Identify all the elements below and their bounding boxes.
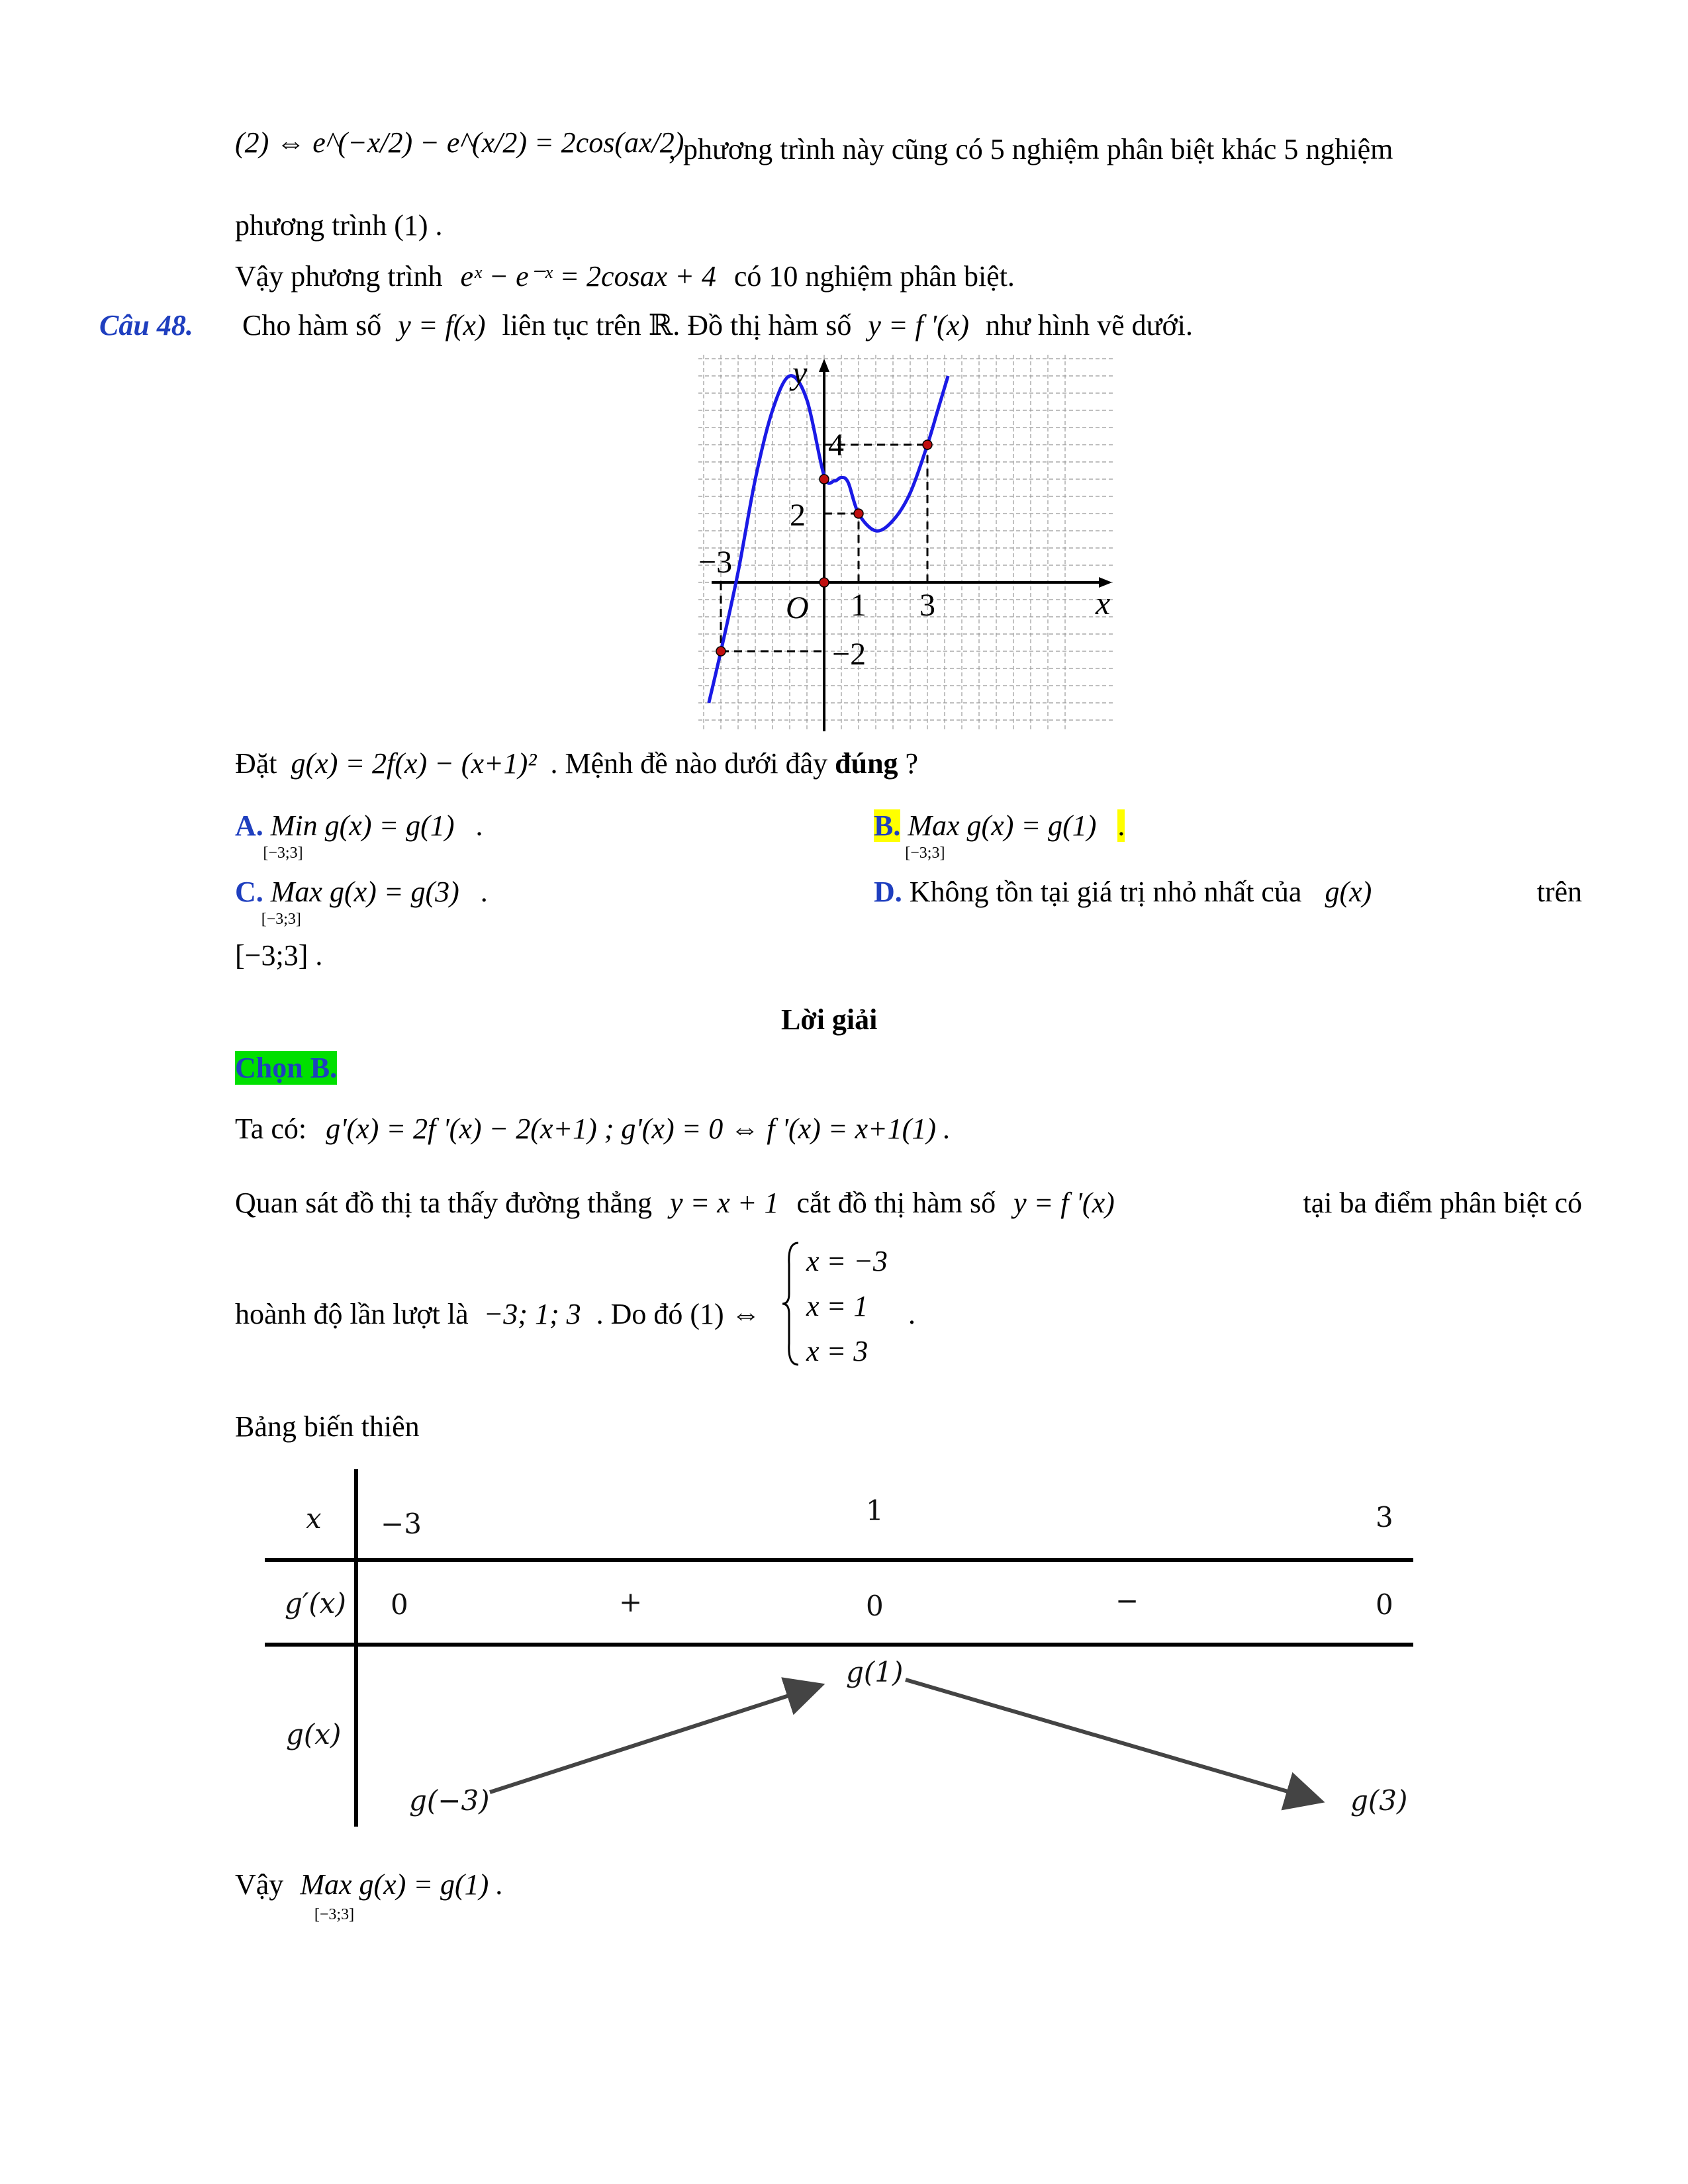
graph-point: [854, 509, 863, 518]
option-b[interactable]: B. Max g(x) = g(1) [−3;3] .: [874, 809, 1125, 862]
tick-label-y-4: 4: [828, 428, 844, 463]
option-a-text: Min g(x) = g(1): [270, 809, 455, 842]
question-label: Câu 48.: [99, 309, 193, 341]
intro-line-3: [235, 259, 1015, 293]
solution-title: Lời giải: [781, 1003, 878, 1036]
intro-line-3-b: có 10 nghiệm phân biệt.: [733, 260, 1015, 293]
derivative-graph: [695, 351, 1119, 735]
conclusion-eq: Max g(x) = g(1) .: [300, 1868, 504, 1901]
graph-point: [820, 475, 829, 484]
tick-label-x-3: 3: [919, 588, 935, 623]
define-eq: g(x) = 2f(x) − (x+1)²: [291, 747, 537, 780]
variation-arrows: [265, 1469, 1417, 1827]
solution-line-2-b: cắt đồ thị hàm số: [796, 1187, 996, 1219]
gprime-zero-1: 0: [391, 1588, 408, 1621]
solution-line-2-eq1: y = x + 1: [670, 1187, 779, 1219]
define-line: [235, 747, 918, 780]
solution-line-3-a: hoành độ lần lượt là: [235, 1298, 469, 1330]
y-axis-arrow: [819, 359, 829, 372]
g-value-3: g(3): [1350, 1784, 1408, 1817]
x-value-1: 1: [866, 1494, 884, 1527]
intro-line-2: phương trình (1) .: [235, 209, 443, 242]
question-text-a: Cho hàm số: [242, 309, 382, 341]
row-label-x: x: [306, 1502, 322, 1535]
solution-line-1-a: Ta có:: [235, 1113, 307, 1145]
graph-point: [820, 578, 829, 587]
arrow-increase: [490, 1686, 818, 1792]
solution-line-3-b: . Do đó (1) ⇔: [596, 1298, 761, 1330]
solution-line-3: [235, 1297, 761, 1331]
option-d-end: trên: [1536, 876, 1582, 908]
x-value-3: 3: [1376, 1501, 1393, 1533]
case-3: x = 3: [806, 1335, 868, 1367]
solution-line-1: [235, 1112, 951, 1146]
x-axis-label: x: [1096, 584, 1111, 621]
tick-label-x-minus-3: −3: [698, 545, 733, 580]
define-c: ?: [905, 747, 919, 780]
option-a-sub: [−3;3]: [263, 844, 303, 862]
question-eq-2: y = f '(x): [868, 309, 970, 341]
x-value-minus-3: −3: [381, 1508, 422, 1540]
option-c[interactable]: C. Max g(x) = g(3) [−3;3] .: [235, 876, 488, 928]
cases-end-dot: .: [908, 1298, 915, 1330]
gprime-zero-2: 0: [866, 1590, 884, 1622]
define-a: Đặt: [235, 747, 277, 780]
option-d[interactable]: [874, 875, 1582, 909]
tick-label-y-2: 2: [790, 498, 806, 533]
gprime-plus: +: [619, 1586, 643, 1618]
question-text-b: liên tục trên ℝ. Đồ thị hàm số: [502, 309, 852, 341]
option-d-text: Không tồn tại giá trị nhỏ nhất của: [909, 876, 1302, 908]
intro-line-1: [235, 126, 684, 159]
option-b-text: Max g(x) = g(1): [908, 809, 1097, 842]
cases-bracket: [781, 1238, 801, 1370]
conclusion-a: Vậy: [235, 1868, 284, 1901]
solution-line-3-vals: −3; 1; 3: [483, 1298, 581, 1330]
y-axis-label: y: [792, 354, 808, 391]
intro-line-1-text-span: , phương trình này cũng có 5 nghiệm phân biệt khác 5 nghiệm: [669, 133, 1393, 165]
tick-label-x-1: 1: [851, 588, 867, 623]
define-b: . Mệnh đề nào dưới đây: [550, 747, 828, 780]
intro-equation-2: (2) ⇔ e^(−x/2) − e^(x/2) = 2cos(ax/2): [235, 126, 684, 159]
intro-line-1-text: [669, 132, 1582, 166]
graph-point: [716, 647, 726, 656]
case-2: x = 1: [806, 1290, 868, 1322]
case-1: x = −3: [806, 1245, 888, 1277]
row-label-gprime: g′(x): [285, 1587, 346, 1619]
option-a-label: A.: [235, 809, 263, 842]
arrow-decrease: [906, 1680, 1317, 1800]
solution-line-2-a: Quan sát đồ thị ta thấy đường thẳng: [235, 1187, 653, 1219]
option-c-text: Max g(x) = g(3): [270, 876, 459, 908]
option-a[interactable]: A. Min g(x) = g(1) [−3;3] .: [235, 809, 483, 862]
option-c-sub: [−3;3]: [261, 911, 301, 928]
define-bold: đúng: [835, 747, 898, 780]
question-line: [99, 308, 1193, 342]
solution-line-1-eq: g'(x) = 2f '(x) − 2(x+1) ; g'(x) = 0 ⇔ f '(x) = x+1(1) .: [326, 1113, 951, 1145]
option-b-sub: [−3;3]: [905, 844, 945, 862]
graph-grid: [698, 351, 1115, 735]
solution-line-2: [235, 1186, 1582, 1220]
intro-line-3-eq: eˣ − e⁻ˣ = 2cosax + 4: [460, 260, 716, 293]
variation-table: [265, 1469, 1417, 1827]
g-value-1: g(1): [846, 1656, 904, 1688]
question-eq-1: y = f(x): [398, 309, 486, 341]
question-text-c: như hình vẽ dưới.: [986, 309, 1193, 341]
gprime-minus: −: [1115, 1584, 1139, 1617]
g-value-minus-3: g(−3): [409, 1784, 490, 1817]
origin-label: O: [786, 590, 809, 625]
gprime-zero-3: 0: [1376, 1588, 1393, 1621]
option-d-eq: g(x): [1325, 876, 1372, 908]
graph-point: [923, 440, 932, 449]
f-prime-curve: [709, 376, 948, 703]
conclusion-sub: [−3;3]: [314, 1906, 355, 1923]
solution-choice: Chọn B.: [235, 1052, 338, 1084]
solution-line-2-c: tại ba điểm phân biệt có: [1303, 1187, 1582, 1219]
option-d-line-2: [−3;3] .: [235, 939, 323, 972]
row-label-g: g(x): [286, 1718, 342, 1751]
intro-line-3-a: Vậy phương trình: [235, 260, 443, 293]
table-title: Bảng biến thiên: [235, 1410, 420, 1443]
conclusion-line: [235, 1868, 504, 1923]
option-c-label: C.: [235, 876, 263, 908]
option-d-label: D.: [874, 876, 902, 908]
tick-label-y-minus-2: −2: [832, 637, 867, 672]
option-b-label: B.: [874, 809, 901, 842]
solution-line-2-eq2: y = f '(x): [1013, 1187, 1115, 1219]
